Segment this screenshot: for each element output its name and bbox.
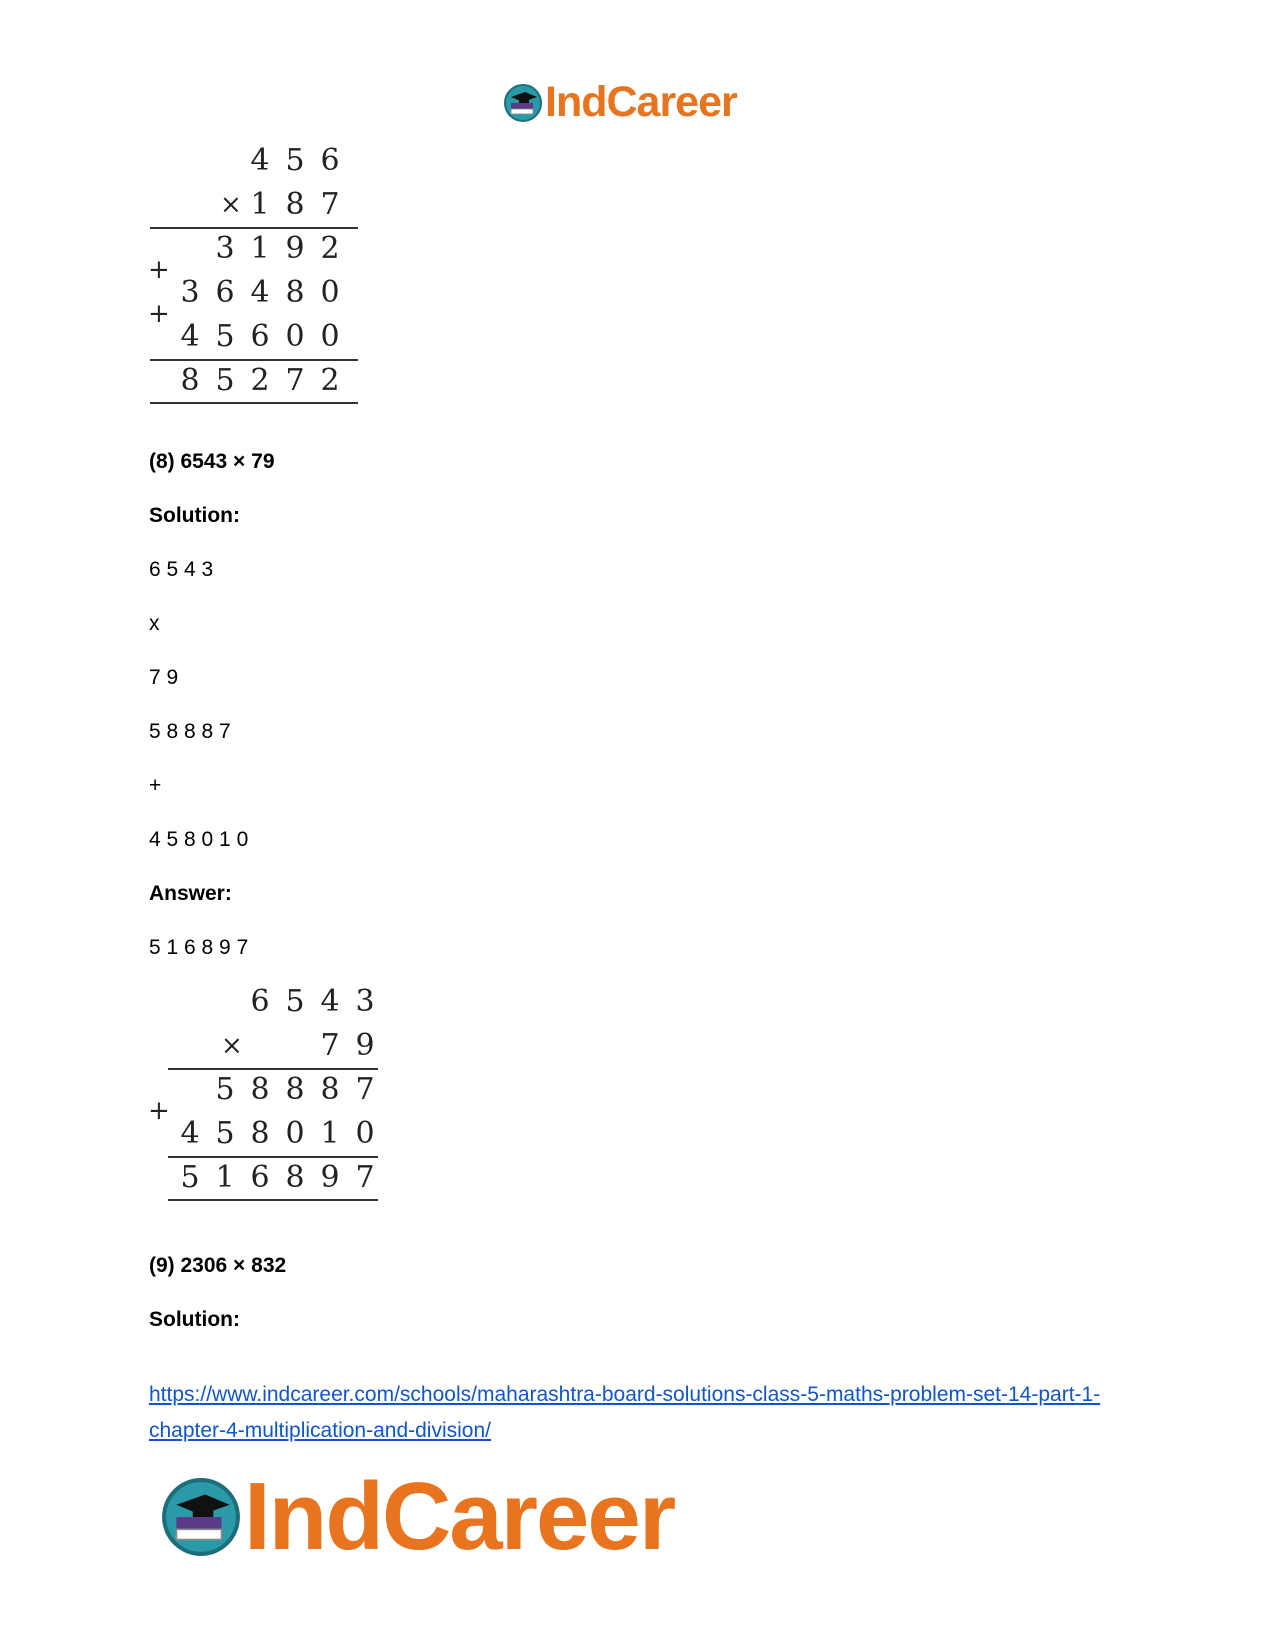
- answer-label: Answer:: [149, 882, 232, 905]
- digit: 1: [250, 231, 270, 266]
- digit: 2: [320, 231, 340, 266]
- digit: 4: [320, 984, 340, 1019]
- digit: 4: [180, 1116, 200, 1151]
- digit: 8: [285, 1072, 305, 1107]
- digit: 7: [285, 363, 305, 398]
- digit: 8: [285, 275, 305, 310]
- logo-wordmark: IndCareer: [244, 1463, 675, 1570]
- times-sign: ×: [221, 1031, 243, 1061]
- digit: 6: [250, 1160, 270, 1195]
- digit: 9: [320, 1160, 340, 1195]
- digit: 3: [355, 984, 375, 1019]
- digit: 8: [250, 1116, 270, 1151]
- digit: 3: [215, 231, 235, 266]
- solution-label: Solution:: [149, 1308, 240, 1331]
- book-globe-icon: [503, 83, 543, 123]
- digit: 8: [320, 1072, 340, 1107]
- digit: 2: [320, 363, 340, 398]
- solution-label: Solution:: [149, 504, 240, 527]
- book-globe-icon: [160, 1476, 242, 1558]
- digit: 3: [180, 275, 200, 310]
- digit: 1: [215, 1160, 235, 1195]
- digit: 7: [355, 1160, 375, 1195]
- solution-line: 5 8 8 8 7: [149, 720, 231, 743]
- digit: 6: [320, 143, 340, 178]
- header-logo: [503, 78, 737, 127]
- digit: 8: [250, 1072, 270, 1107]
- digit: 6: [250, 319, 270, 354]
- digit: 8: [285, 1160, 305, 1195]
- digit: 1: [320, 1116, 340, 1151]
- solution-line: +: [149, 774, 162, 797]
- digit: 0: [285, 1116, 305, 1151]
- digit: 5: [180, 1160, 200, 1195]
- digit: 2: [250, 363, 270, 398]
- plus-sign: +: [148, 299, 170, 329]
- solution-line: 6 5 4 3: [149, 558, 214, 581]
- digit: 8: [285, 187, 305, 222]
- digit: 7: [320, 1028, 340, 1063]
- footer-logo: [160, 1462, 674, 1572]
- digit: 5: [215, 363, 235, 398]
- rule-line: [150, 227, 358, 229]
- question-9: (9) 2306 × 832: [149, 1254, 287, 1277]
- source-link[interactable]: https://www.indcareer.com/schools/maharashtra-board-solutions-class-5-maths-problem-set-14-part-1-chapter-4-multiplication-and-division/: [149, 1383, 1101, 1442]
- plus-sign: +: [148, 1096, 170, 1126]
- digit: 0: [320, 275, 340, 310]
- times-sign: ×: [220, 190, 242, 220]
- question-8: (8) 6543 × 79: [149, 450, 275, 473]
- answer-value: 5 1 6 8 9 7: [149, 936, 249, 959]
- digit: 6: [215, 275, 235, 310]
- rule-line: [168, 1068, 378, 1070]
- digit: 8: [180, 363, 200, 398]
- digit: 5: [215, 319, 235, 354]
- digit: 5: [215, 1116, 235, 1151]
- solution-line: 4 5 8 0 1 0: [149, 828, 249, 851]
- solution-line: 7 9: [149, 666, 179, 689]
- digit: 0: [355, 1116, 375, 1151]
- rule-line: [150, 359, 358, 361]
- multiplication-figure-456x187: [148, 143, 368, 405]
- rule-line: [168, 1156, 378, 1158]
- digit: 4: [180, 319, 200, 354]
- digit: 9: [355, 1028, 375, 1063]
- solution-line: x: [149, 612, 160, 635]
- digit: 5: [285, 984, 305, 1019]
- digit: 5: [215, 1072, 235, 1107]
- plus-sign: +: [148, 255, 170, 285]
- digit: 0: [320, 319, 340, 354]
- digit: 9: [285, 231, 305, 266]
- digit: 4: [250, 275, 270, 310]
- digit: 5: [285, 143, 305, 178]
- digit: 0: [285, 319, 305, 354]
- digit: 7: [355, 1072, 375, 1107]
- rule-line: [168, 1199, 378, 1201]
- digit: 7: [320, 187, 340, 222]
- digit: 4: [250, 143, 270, 178]
- logo-wordmark: IndCareer: [545, 78, 737, 126]
- digit: 6: [250, 984, 270, 1019]
- multiplication-figure-6543x79: [148, 984, 393, 1204]
- digit: 1: [250, 187, 270, 222]
- rule-line: [150, 402, 358, 404]
